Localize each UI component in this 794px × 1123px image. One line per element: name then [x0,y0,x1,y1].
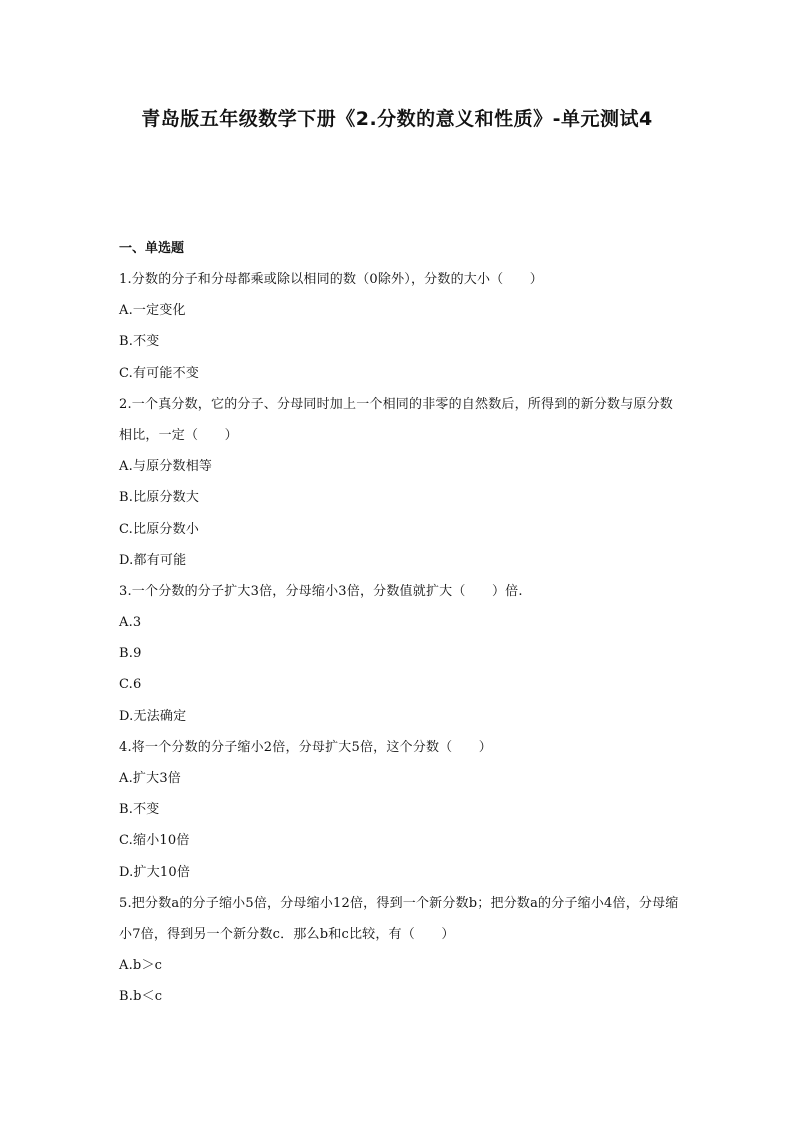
question-option: A.扩大3倍 [119,771,181,787]
question-1 [119,268,679,385]
question-option: C.比原分数小 [119,521,200,537]
question-option: D.无法确定 [119,708,187,724]
question-3 [119,580,679,728]
question-option: B.不变 [119,334,160,350]
question-option: A.一定变化 [119,303,186,319]
question-2 [119,389,679,572]
question-stem: 3.一个分数的分子扩大3倍，分母缩小3倍，分数值就扩大（ ）倍. [119,583,523,599]
question-stem: 2.一个真分数，它的分子、分母同时加上一个相同的非零的自然数后，所得到的新分数与原分数相比，一定（ ） [119,396,674,443]
section-heading: 一、单选题 [119,241,185,256]
question-option: B.比原分数大 [119,490,200,506]
question-option: C.缩小10倍 [119,833,190,849]
question-option: C.有可能不变 [119,365,200,381]
question-option: A.b＞c [119,958,163,974]
question-stem: 1.分数的分子和分母都乘或除以相同的数（0除外），分数的大小（ ） [119,272,543,287]
question-list [119,237,679,1017]
question-stem: 4.将一个分数的分子缩小2倍，分母扩大5倍，这个分数（ ） [119,739,492,755]
question-4 [119,736,679,884]
question-option: C.6 [119,677,142,693]
question-option: A.3 [119,615,142,631]
document-title: 青岛版五年级数学下册《2.分数的意义和性质》-单元测试4 [141,108,653,130]
question-option: B.b＜c [119,989,163,1005]
question-option: B.9 [119,646,142,662]
question-option: A.与原分数相等 [119,459,213,475]
question-option: D.扩大10倍 [119,864,191,880]
question-5 [119,888,679,1009]
question-option: D.都有可能 [119,552,187,568]
question-stem: 5.把分数a的分子缩小5倍，分母缩小12倍，得到一个新分数b；把分数a的分子缩小4倍，分母缩小7倍，得到另一个新分数c．那么b和c比较，有（ ） [119,895,679,942]
question-option: B.不变 [119,802,160,818]
